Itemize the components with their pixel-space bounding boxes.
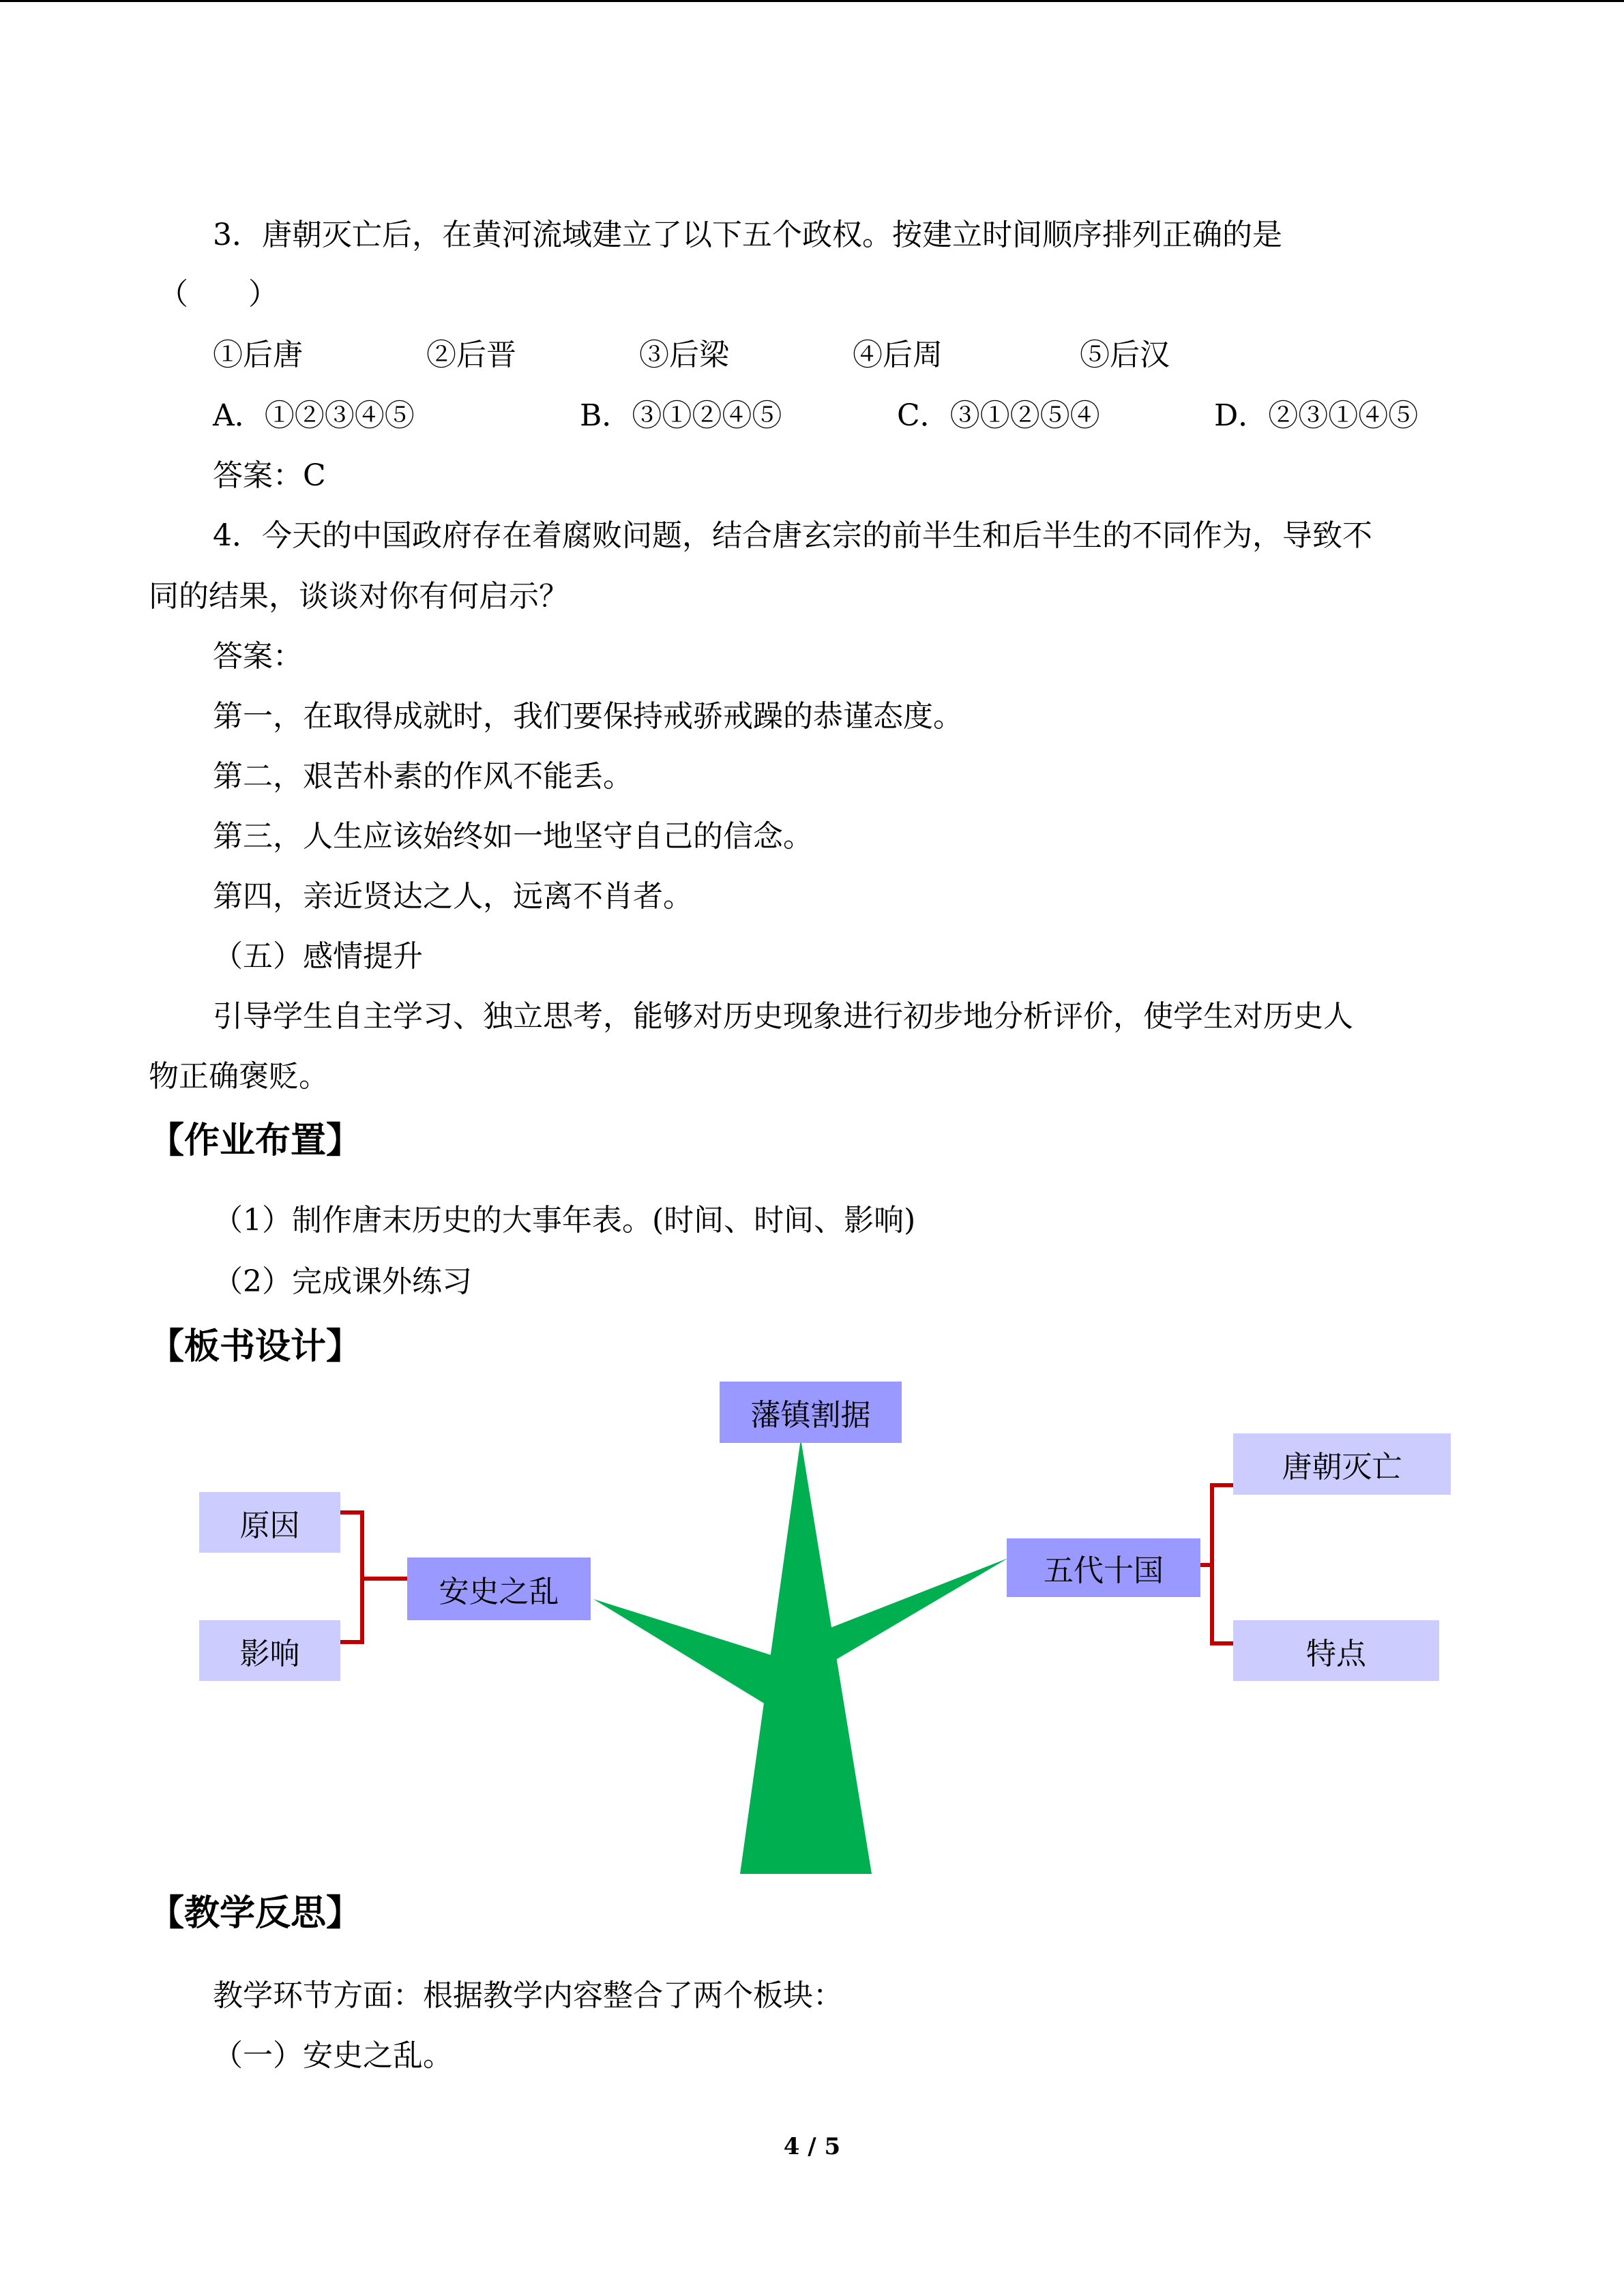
emotion-text-line2: 物正确褒贬。 (149, 1059, 329, 1094)
question3-item: ④后周 (853, 338, 943, 372)
connector (340, 1510, 362, 1515)
homework-item: （1）制作唐末历史的大事年表。(时间、时间、影响) (213, 1203, 916, 1238)
homework-heading: 【作业布置】 (149, 1120, 362, 1161)
reflection-line1: 教学环节方面：根据教学内容整合了两个板块： (213, 1978, 843, 2013)
reflection-line2: （一）安史之乱。 (213, 2038, 453, 2073)
connector (1210, 1483, 1214, 1645)
question3-item: ②后晋 (426, 338, 516, 372)
emotion-text-line1: 引导学生自主学习、独立思考，能够对历史现象进行初步地分析评价，使学生对历史人 (213, 999, 1353, 1034)
box-left-effect: 影响 (199, 1620, 340, 1681)
question3-option-d: D．②③①④⑤ (1214, 398, 1419, 433)
question4-answer-label: 答案： (213, 639, 303, 674)
connector (1210, 1483, 1233, 1487)
question3-item: ③后梁 (639, 338, 729, 372)
board-heading: 【板书设计】 (149, 1326, 362, 1367)
question3-option-a: A．①②③④⑤ (213, 398, 415, 433)
box-right-features: 特点 (1233, 1620, 1439, 1681)
box-right-wudai: 五代十国 (1007, 1538, 1200, 1597)
question4-stem-line2: 同的结果，谈谈对你有何启示？ (149, 579, 569, 614)
page-number: 4 / 5 (783, 2133, 841, 2160)
tree-right-branch (825, 1558, 1008, 1664)
box-top-fanzhen: 藩镇割据 (720, 1382, 902, 1443)
question4-point: 第一，在取得成就时，我们要保持戒骄戒躁的恭谨态度。 (213, 699, 963, 734)
emotion-title: （五）感情提升 (213, 939, 423, 974)
box-left-cause: 原因 (199, 1492, 340, 1553)
question4-stem-line1: 4．今天的中国政府存在着腐败问题，结合唐玄宗的前半生和后半生的不同作为，导致不 (213, 518, 1372, 553)
connector (360, 1577, 407, 1581)
question4-point: 第四，亲近贤达之人，远离不肖者。 (213, 879, 693, 914)
connector (1210, 1641, 1233, 1645)
question4-point: 第二，艰苦朴素的作风不能丢。 (213, 759, 633, 794)
question3-option-c: C．③①②⑤④ (897, 398, 1100, 433)
question4-point: 第三，人生应该始终如一地坚守自己的信念。 (213, 819, 813, 854)
reflection-heading: 【教学反思】 (149, 1893, 362, 1934)
question3-blank: （ ） (158, 277, 278, 312)
question3-answer: 答案：C (213, 458, 326, 493)
homework-item: （2）完成课外练习 (213, 1264, 472, 1299)
question3-item: ⑤后汉 (1080, 338, 1170, 372)
box-right-tang-fall: 唐朝灭亡 (1233, 1433, 1451, 1495)
box-left-anshi: 安史之乱 (407, 1557, 591, 1620)
question3-stem: 3．唐朝灭亡后，在黄河流域建立了以下五个政权。按建立时间顺序排列正确的是 (213, 218, 1282, 252)
connector (340, 1640, 362, 1644)
question3-item: ①后唐 (213, 338, 303, 372)
question3-option-b: B．③①②④⑤ (580, 398, 782, 433)
tree-left-branch (593, 1599, 778, 1712)
